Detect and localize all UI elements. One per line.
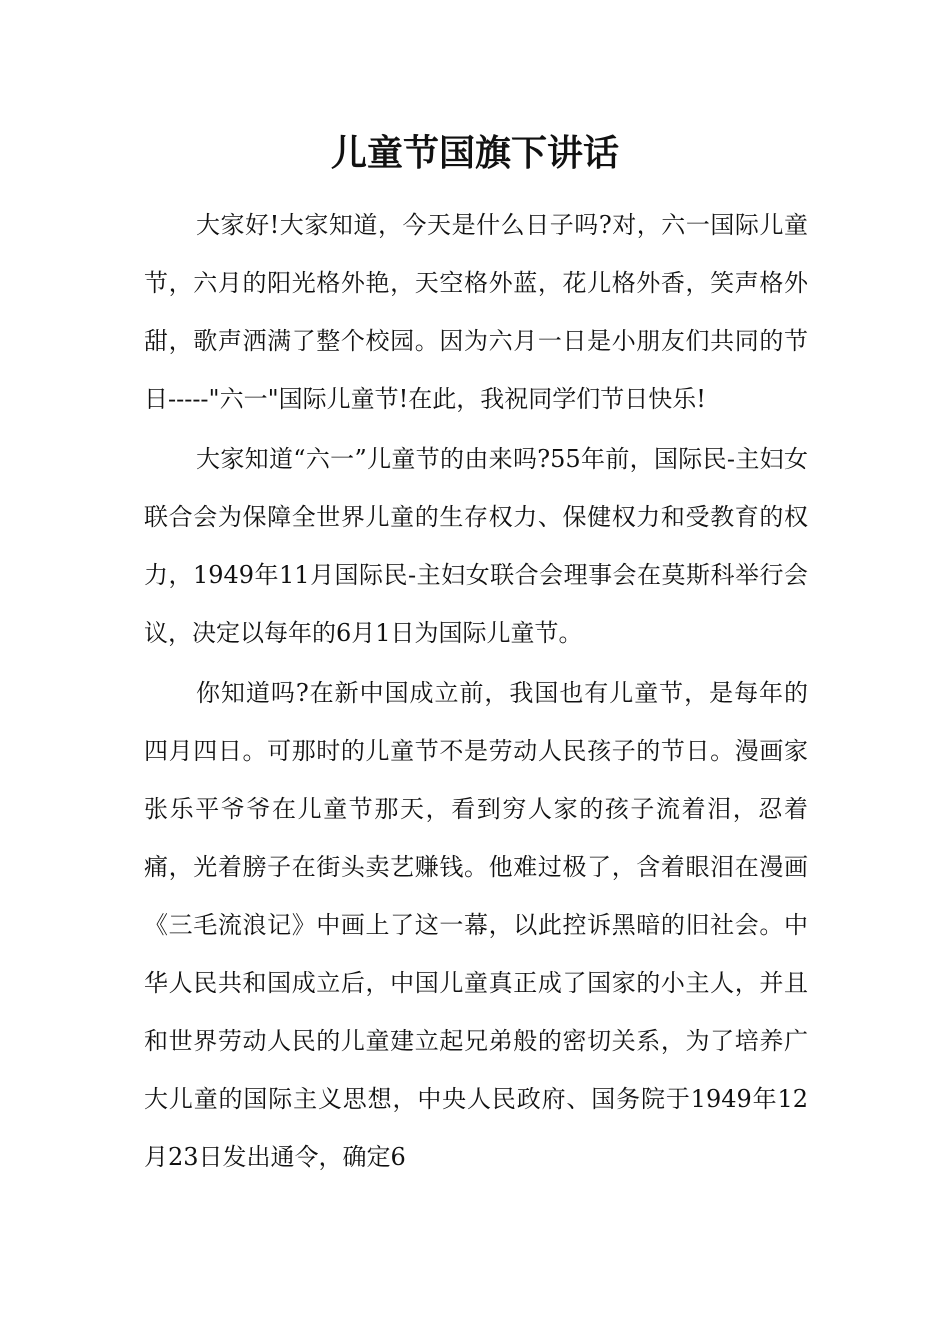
document-body <box>144 196 808 1188</box>
paragraph-3: 你知道吗?在新中国成立前，我国也有儿童节，是每年的四月四日。可那时的儿童节不是劳动人民孩子的节日。漫画家张乐平爷爷在儿童节那天，看到穷人家的孩子流着泪，忍着痛，光着膀子在街头卖艺赚钱。他难过极了，含着眼泪在漫画《三毛流浪记》中画上了这一幕，以此控诉黑暗的旧社会。中华人民共和国成立后，中国儿童真正成了国家的小主人，并且和世界劳动人民的儿童建立起兄弟般的密切关系，为了培养广大儿童的国际主义思想，中央人民政府、国务院于1949年12月23日发出通令，确定6 <box>144 679 808 1171</box>
document-title: 儿童节国旗下讲话 <box>330 133 619 174</box>
paragraph-1: 大家好!大家知道，今天是什么日子吗?对，六一国际儿童节，六月的阳光格外艳，天空格外蓝，花儿格外香，笑声格外甜，歌声洒满了整个校园。因为六月一日是小朋友们共同的节日-----"六一"国际儿童节!在此，我祝同学们节日快乐! <box>144 211 808 413</box>
paragraph-2: 大家知道“六一”儿童节的由来吗?55年前，国际民-主妇女联合会为保障全世界儿童的生存权力、保健权力和受教育的权力，1949年11月国际民-主妇女联合会理事会在莫斯科举行会议，决定以每年的6月1日为国际儿童节。 <box>144 445 808 647</box>
